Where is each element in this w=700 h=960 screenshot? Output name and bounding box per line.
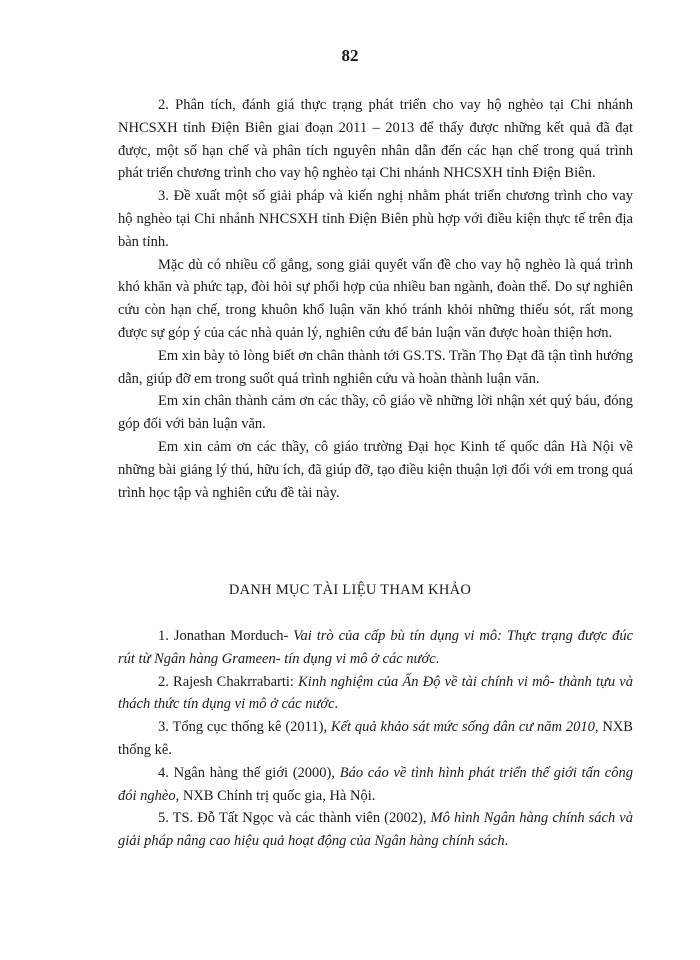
reference-title: Kinh nghiệm của Ấn Độ về tài chính vi mô- thành tựu và thách thức tín dụng vi mô ở các nước [118, 673, 633, 713]
page-number: 82 [341, 46, 359, 65]
reference-publisher: , NXB thống kê. [118, 719, 633, 758]
paragraph-thanks-reviewers: Em xin chân thành cảm ơn các thầy, cô giáo về những lời nhận xét quý báu, đóng góp đối với bản luận văn. [118, 393, 633, 433]
reference-publisher: . [504, 833, 509, 850]
reference-publisher: . [334, 696, 339, 713]
body-text [118, 94, 633, 504]
reference-author: 1. Jonathan Morduch- [158, 628, 294, 644]
reference-item [118, 625, 633, 671]
paragraph-limitations: Mặc dù có nhiều cố gắng, song giải quyết vấn đề cho vay hộ nghèo là quá trình khó khăn và phức tạp, đòi hỏi sự phối hợp của nhiều ban ngành, đoàn thể. Do sự nghiên cứu còn hạn chế, trong khuôn khổ luận văn khó tránh khỏi những thiếu sót, rất mong được sự góp ý của các nhà quản lý, nghiên cứu để bản luận văn được hoàn thiện hơn. [118, 256, 633, 341]
reference-item [118, 807, 633, 853]
reference-publisher: , NXB Chính trị quốc gia, Hà Nội. [175, 787, 376, 804]
reference-author: 2. Rajesh Chakrrabarti: [158, 673, 299, 690]
reference-title: Vai trò của cấp bù tín dụng vi mô: Thực trạng được đúc rút từ Ngân hàng Grameen- tín dụng vi mô ở các nước [118, 628, 634, 667]
reference-title: Báo cáo về tình hình phát triển thế giới tấn công đói nghèo [118, 764, 633, 804]
reference-title: Kết quả khảo sát mức sống dân cư năm 2010 [330, 719, 595, 736]
reference-item [118, 716, 633, 762]
reference-item [118, 762, 633, 808]
reference-author: 5. TS. Đỗ Tất Ngọc và các thành viên (2002), [158, 810, 431, 827]
references-list [118, 625, 633, 853]
paragraph-proposal: 3. Đề xuất một số giải pháp và kiến nghị nhằm phát triển chương trình cho vay hộ nghèo tại Chi nhánh NHCSXH tỉnh Điện Biên phù hợp với điều kiện thực tế trên địa bàn tỉnh. [118, 188, 633, 250]
reference-publisher: . [435, 650, 440, 667]
paragraph-analysis: 2. Phân tích, đánh giá thực trạng phát triển cho vay hộ nghèo tại Chi nhánh NHCSXH tỉnh Điện Biên giai đoạn 2011 – 2013 để thấy được những kết quả đã đạt được, một số hạn chế và phân tích nguyên nhân dẫn đến các hạn chế trong quá trình phát triển chương trình cho vay hộ nghèo tại Chi nhánh NHCSXH tỉnh Điện Biên. [118, 97, 633, 182]
reference-title: Mô hình Ngân hàng chính sách và giải pháp nâng cao hiệu quả hoạt động của Ngân hàng chính sách [118, 810, 633, 850]
paragraph-thanks-supervisor: Em xin bày tỏ lòng biết ơn chân thành tới GS.TS. Trần Thọ Đạt đã tận tình hướng dẫn, giúp đỡ em trong suốt quá trình nghiên cứu và hoàn thành luận văn. [118, 347, 633, 387]
references-heading: DANH MỤC TÀI LIỆU THAM KHẢO [228, 582, 472, 598]
reference-item [118, 671, 633, 717]
reference-author: 4. Ngân hàng thế giới (2000), [158, 764, 340, 781]
paragraph-thanks-university: Em xin cảm ơn các thầy, cô giáo trường Đại học Kinh tế quốc dân Hà Nội về những bài giảng lý thú, hữu ích, đã giúp đỡ, tạo điều kiện thuận lợi đối với em trong quá trình học tập và nghiên cứu đề tài này. [118, 438, 633, 501]
reference-author: 3. Tổng cục thống kê (2011), [158, 719, 331, 736]
